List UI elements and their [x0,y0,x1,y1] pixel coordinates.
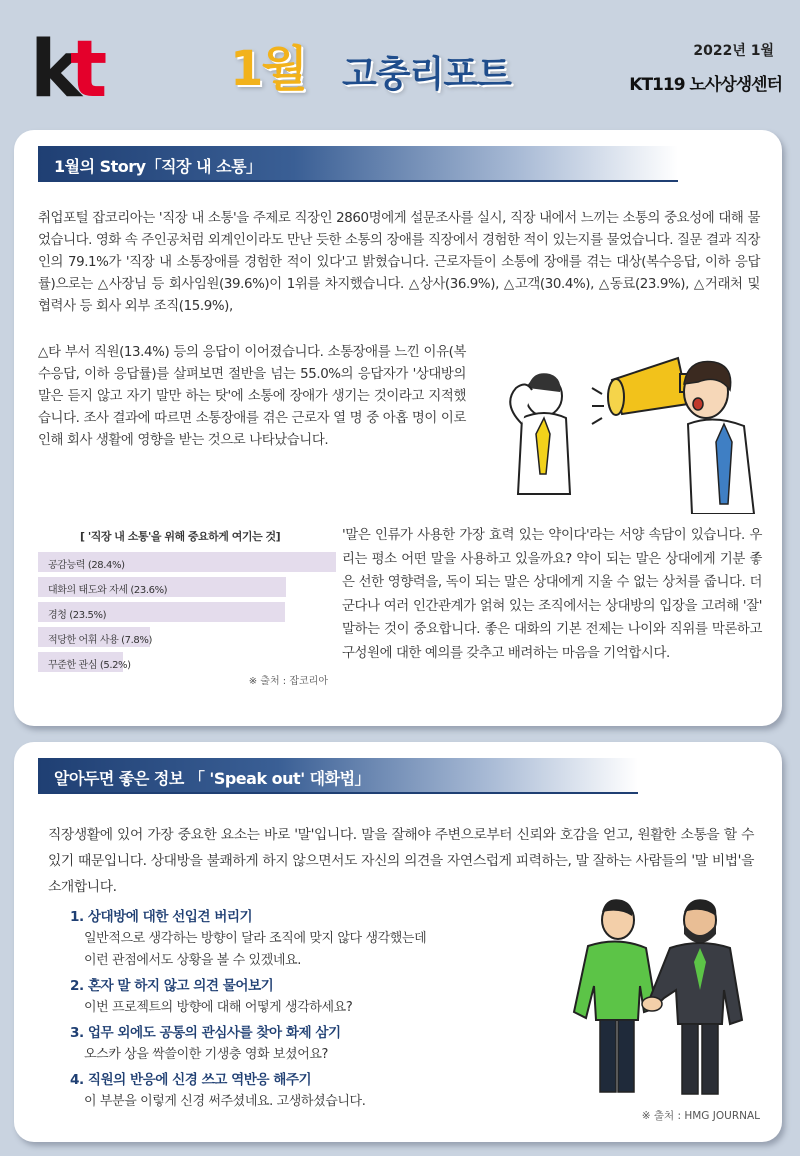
center-name: KT119 노사상생센터 [629,75,782,95]
section-title: 알아두면 좋은 정보 「 'Speak out' 대화법」 [38,758,638,794]
source-credit: ※ 출처 : HMG JOURNAL [641,1110,760,1122]
tip-example: 이런 관점에서도 상황을 볼 수 있겠네요. [84,953,301,968]
tip-title: 3. 업무 외에도 공통의 관심사를 찾아 화제 삼기 [70,1025,341,1041]
survey-bar-chart [36,528,336,698]
chart-bar: 적당한 어휘 사용 (7.8%) [38,627,150,647]
chart-source: ※ 출처 : 잡코리아 [248,676,328,687]
info-card [14,742,782,1142]
chart-bar: 경청 (23.5%) [38,602,285,622]
chart-bar: 공감능력 (28.4%) [38,552,336,572]
tip-example: 오스카 상을 싹쓸이한 기생충 영화 보셨어요? [84,1047,329,1062]
intro-paragraph: 직장생활에 있어 가장 중요한 요소는 바로 '말'입니다. 말을 잘해야 주변으로부터 신뢰와 호감을 얻고, 원활한 소통을 할 수 있기 때문입니다. 상대방을 불쾌하게 하지 않으면서도 자신의 의견을 자연스럽게 피력하는, 말 잘하는 사람들의 '말 비법'을 소개합니다. [48,827,754,895]
story-paragraph-side: △타 부서 직원(13.4%) 등의 응답이 이어졌습니다. 소통장애를 느낀 이유(복수응답, 이하 응답률)를 살펴보면 절반을 넘는 55.0%의 응답자가 '상대방의 말은 듣지 않고 자기 말만 하는 탓'에 소통에 장애가 생기는 것이라고 지적했습니다. 조사 결과에 따르면 소통장애를 겪은 근로자 열 명 중 아홉 명이 이로 인해 회사 생활에 영향을 받는 것으로 나타났습니다. [38,345,466,448]
handshake-illustration [560,890,760,1100]
chart-bar: 대화의 태도와 자세 (23.6%) [38,577,286,597]
tip-title: 2. 혼자 말 하지 않고 의견 물어보기 [70,978,274,994]
megaphone-illustration [492,344,762,514]
chart-title: [ '직장 내 소통'을 위해 중요하게 여기는 것] [80,530,281,543]
report-header [0,0,800,118]
tips-list [70,906,540,1116]
report-title: 고충리포트 [342,54,511,95]
svg-text:k: k [30,34,74,104]
proverb-paragraph: '말은 인류가 사용한 가장 효력 있는 약이다'라는 서양 속담이 있습니다. 우리는 평소 어떤 말을 사용하고 있을까요? 약이 되는 말은 상대에게 기분 좋은 선한 영향력을, 독이 되는 말은 상대에게 지울 수 없는 상처를 줍니다. 더군다나 여러 인간관계가 얽혀 있는 조직에서는 상대방의 입장을 고려해 '잘' 말하는 것이 중요합니다. 좋은 대화의 기본 전제는 나이와 직위를 막론하고 구성원에 대한 예의를 갖추고 배려하는 마음을 기억합시다. [342,528,762,661]
chart-bar: 꾸준한 관심 (5.2%) [38,652,123,672]
story-card [14,130,782,726]
tip-item [70,975,540,1019]
tip-example: 일반적으로 생각하는 방향이 달라 조직에 맞지 않다 생각했는데 [84,931,427,946]
tip-example: 이 부분을 이렇게 신경 써주셨네요. 고생하셨습니다. [84,1094,366,1109]
tip-item [70,1022,540,1066]
svg-text:t: t [70,34,100,104]
tip-item [70,1069,540,1113]
section-title: 1월의 Story「직장 내 소통」 [38,146,678,182]
tip-item [70,906,540,972]
story-paragraph: 취업포털 잡코리아는 '직장 내 소통'을 주제로 직장인 2860명에게 설문조사를 실시, 직장 내에서 느끼는 소통의 중요성에 대해 물었습니다. 영화 속 주인공처럼 외계인이라도 만난 듯한 소통의 장애를 직장에서 경험한 적이 있는지를 물었습니다. 질문 결과 직장인의 79.1%가 '직장 내 소통장애를 경험한 적이 있다'고 밝혔습니다. 근로자들이 소통에 장애를 겪는 대상(복수응답, 이하 응답률)으로는 △사장님 등 회사임원(39.6%)이 1위를 차지했습니다. △상사(36.9%), △고객(30.4%), △동료(23.9%), △거래처 및 협력사 등 회사 외부 조직(15.9%), [38,211,760,314]
tip-example: 이번 프로젝트의 방향에 대해 어떻게 생각하세요? [84,1000,353,1015]
month-title: 1월 [230,41,306,97]
tip-title: 4. 직원의 반응에 신경 쓰고 역반응 해주기 [70,1072,312,1088]
tip-title: 1. 상대방에 대한 선입견 버리기 [70,909,253,925]
report-date: 2022년 1월 [693,43,774,59]
kt-logo [30,34,110,104]
